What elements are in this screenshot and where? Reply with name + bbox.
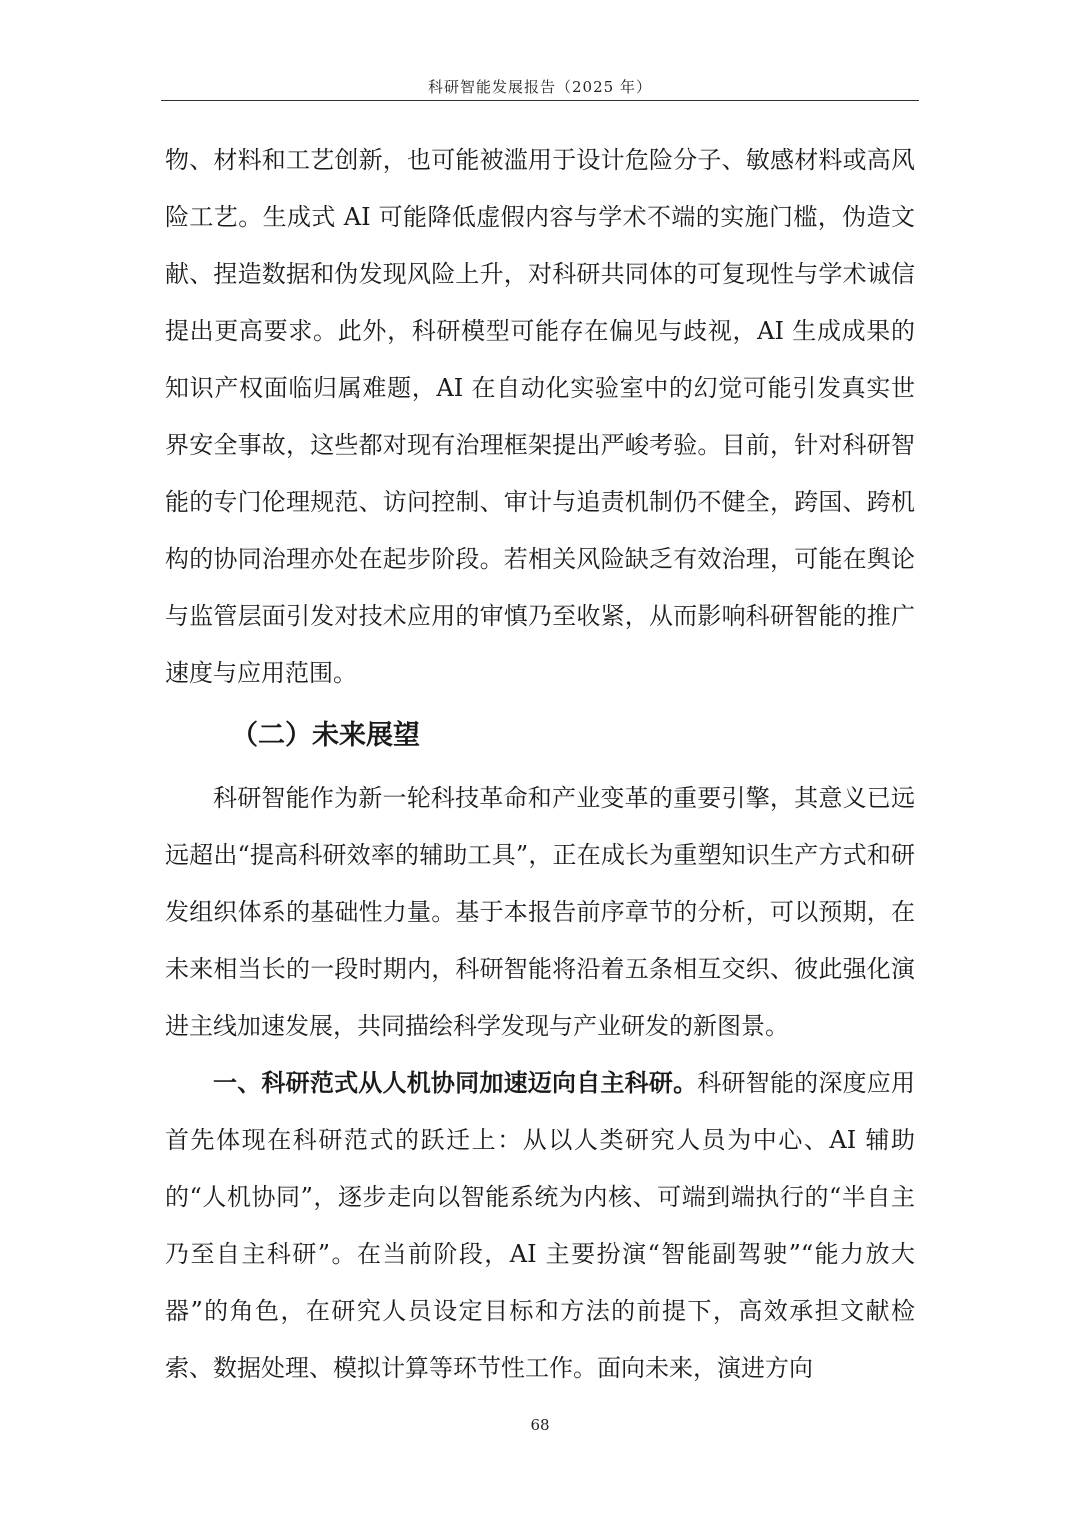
paragraph-3-lead: 一、科研范式从人机协同加速迈向自主科研。 [213,1069,698,1097]
running-header: 科研智能发展报告（2025 年） [428,78,652,96]
paragraph-3-body: 科研智能的深度应用首先体现在科研范式的跃迁上：从以人类研究人员为中心、AI 辅助的“人机协同”，逐步走向以智能系统为内核、可端到端执行的“半自主乃至自主科研”。在当前阶段，AI 主要扮演“智能副驾驶”“能力放大器”的角色，在研究人员设定目标和方法的前提下，高效承担文献检索、数据处理、模拟计算等环节性工作。面向未来，演进方向 [165,1069,916,1382]
section-heading: （二）未来展望 [231,720,420,751]
page-content [165,132,915,1397]
header-rule [161,100,919,101]
body-paragraph-1: 物、材料和工艺创新，也可能被滥用于设计危险分子、敏感材料或高风险工艺。生成式 AI 可能降低虚假内容与学术不端的实施门槛，伪造文献、捏造数据和伪发现风险上升，对科研共同体的可复现性与学术诚信提出更高要求。此外，科研模型可能存在偏见与歧视，AI 生成成果的知识产权面临归属难题，AI 在自动化实验室中的幻觉可能引发真实世界安全事故，这些都对现有治理框架提出严峻考验。目前，针对科研智能的专门伦理规范、访问控制、审计与追责机制仍不健全，跨国、跨机构的协同治理亦处在起步阶段。若相关风险缺乏有效治理，可能在舆论与监管层面引发对技术应用的审慎乃至收紧，从而影响科研智能的推广速度与应用范围。 [165,146,915,687]
body-paragraph-3 [165,1055,915,1397]
page-number: 68 [530,1416,550,1434]
body-paragraph-2: 科研智能作为新一轮科技革命和产业变革的重要引擎，其意义已远远超出“提高科研效率的辅助工具”，正在成长为重塑知识生产方式和研发组织体系的基础性力量。基于本报告前序章节的分析，可以预期，在未来相当长的一段时期内，科研智能将沿着五条相互交织、彼此强化演进主线加速发展，共同描绘科学发现与产业研发的新图景。 [165,784,915,1040]
